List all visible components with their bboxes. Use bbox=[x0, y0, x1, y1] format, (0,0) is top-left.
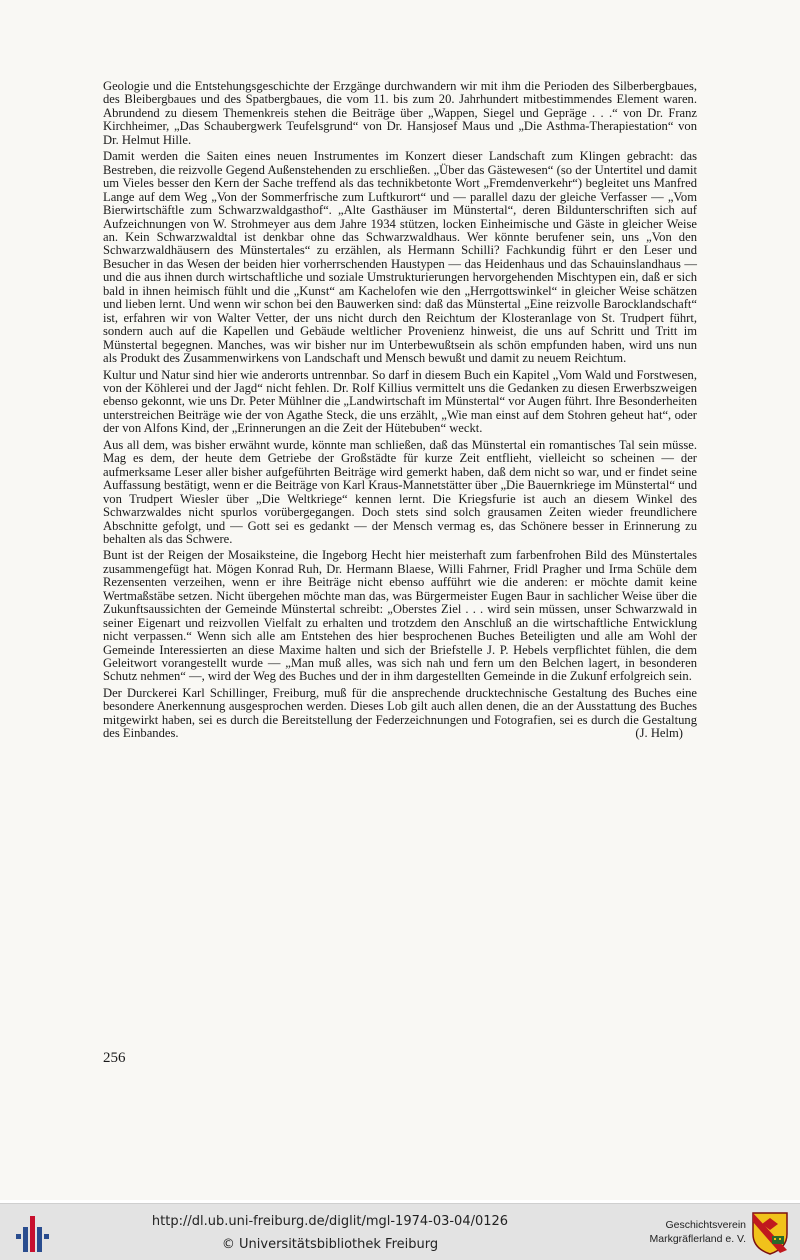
society-name-line1: Geschichtsverein bbox=[665, 1219, 746, 1231]
paragraph-4: Aus all dem, was bisher erwähnt wurde, könnte man schließen, daß das Münstertal ein romantisches Tal sein müsse. Mag es dem, der heute dem Getriebe der Großstädte für kurze Zeit entflieht, vielleicht so scheinen — der aufmerksame Leser aller bisher aufgeführten Beiträge wird gemerkt haben, daß dem nicht so war, und er findet seine Auffassung bestätigt, wenn er die Beiträge von Karl Kraus-Mannetstätter über „Die Bauernkriege im Münstertal“ und von Trudpert Wiesler über „Die Weltkriege“ kennen lernt. Die Kriegsfurie ist auch an diesem Winkel des Schwarzwaldes nicht spurlos vorübergegangen. Doch stets sind solch grausamen Zeiten wieder freundlichere Abschnitte gefolgt, und — Gott sei es gedankt — der Mensch vermag es, das Schönere besser in Erinnerung zu behalten als das Schwere. bbox=[103, 437, 697, 546]
review-text bbox=[103, 80, 697, 741]
paragraph-5: Bunt ist der Reigen der Mosaiksteine, die Ingeborg Hecht hier meisterhaft zum farbenfrohen Bild des Münstertales zusammengefügt hat. Mögen Konrad Ruh, Dr. Hermann Blaese, Willi Fahrner, Fridl Pragher und Irma Schüle dem Rezensenten verzeihen, wenn er ihre Beiträge nicht ebenso aufführt wie die anderen: er möchte damit keine Wertmaßstäbe setzen. Nicht übergehen möchte man das, was Bürgermeister Eugen Baur in sachlicher Weise über die Zukunftsaussichten der Gemeinde Münstertal schreibt: „Oberstes Ziel . . . wird sein müssen, unser Schwarzwald in seiner Eigenart und reizvollen Vielfalt zu erhalten und trotzdem den Anschluß an die wirtschaftliche Entwicklung nicht verpassen.“ Wenn sich alle am Entstehen des hier besprochenen Buches Beteiligten und alle am Wohl der Gemeinde Interessierten an diese Maxime halten und sich der Briefstelle J. P. Hebels verpflichtet fühlen, die dem Geleitwort vorangestellt wurde — „Man muß alles, was sich nah und fern um den Belchen lagert, in besonderen Schutz nehmen“ —, wird der Weg des Buches und der in ihm dargestellten Gemeinde in die Zukunf erfolgreich sein. bbox=[103, 548, 697, 684]
society-name bbox=[596, 1218, 746, 1246]
society-crest-icon bbox=[750, 1210, 790, 1256]
viewer-footer bbox=[0, 1203, 800, 1260]
paragraph-2: Damit werden die Saiten eines neuen Instrumentes im Konzert dieser Landschaft zum Klingen gebracht: das Bestreben, die reizvolle Gegend Außenstehenden zu erschließen. „Über das Gästewesen“ (so der Untertitel und damit um Vieles besser den Kern der Sache treffend als das technikbetonte Wort „Fremdenverkehr“) begleitet uns Manfred Lange auf dem Weg „Von der Sommerfrische zum Luftkurort“ und — parallel dazu der gleiche Verfasser — „Vom Bierwirtschäftle zum Schwarzwaldgasthof“. „Alte Gasthäuser im Münstertal“, deren Bildunterschriften sich auf Aufzeichnungen von W. Strohmeyer aus dem Jahre 1934 stützen, locken Einheimische und Gäste in gleicher Weise an. Kein Schwarzwaldtal ist denkbar ohne das Schwarzwaldhaus. Wer könnte berufener sein, uns „Von den Schwarzwaldhäusern des Münstertales“ zu erzählen, als Hermann Schilli? Fachkundig führt er den Leser und Besucher in das Wesen der beiden hier vorherrschenden Haustypen — das Heidenhaus und das Schauinslandhaus — und die aus ihnen durch wirtschaftliche und soziale Umstrukturierungen hervorgehenden Mischtypen ein, daß er sich bald in ihnen heimisch fühlt und die „Kunst“ am Kachelofen wie den „Herrgottswinkel“ in gleicher Weise schätzen und lieben lernt. Und wenn wir schon bei den Bauwerken sind: daß das Münstertal „Eine reizvolle Barocklandschaft“ ist, erfahren wir von Walter Vetter, der uns nicht durch den Reichtum der Klosteranlage von St. Trudpert führt, sondern auch auf die Kapellen und Gebäude weltlicher Provenienz hinweist, die uns auf Schritt und Tritt im Münstertal begegnen. Manches, was wir bisher nur im Unterbewußtsein als schön empfunden haben, wird uns nun als Produkt des Zusammenwirkens von Landschaft und Mensch bewußt und damit zu neuem Reichtum. bbox=[103, 149, 697, 366]
copyright-text: © Universitätsbibliothek Freiburg bbox=[221, 1237, 439, 1252]
page-number: 256 bbox=[103, 1050, 126, 1066]
paragraph-3: Kultur und Natur sind hier wie anderorts untrennbar. So darf in diesem Buch ein Kapitel „Vom Wald und Forstwesen, von der Köhlerei und der Jagd“ nicht fehlen. Dr. Rolf Killius vermittelt uns die Gedanken zu diesen Erwerbszweigen ebenso gekonnt, wie uns Dr. Peter Mühlner die „Landwirtschaft im Münstertal“ vor Augen führt. Ihre Besonderheiten unterstreichen Beiträge wie der von Agathe Steck, die uns erzählt, „Wie man einst auf dem Stohren geheut hat“, oder der von Alfons Kind, der „Erinnerungen an die Zeit der Hütebuben“ weckt. bbox=[103, 367, 697, 436]
paragraph-1: Geologie und die Entstehungsgeschichte der Erzgänge durchwandern wir mit ihm die Perioden des Silberbergbaues, des Bleibergbaues und des Spatbergbaues, die vom 11. bis zum 20. Jahrhundert mitbestimmendes Element waren. Abrundend zu diesem Themenkreis stehen die Beiträge über „Wappen, Siegel und Gepräge . . .“ von Dr. Franz Kirchheimer, „Das Schaubergwerk Teufelsgrund“ von Dr. Hansjosef Maus und „Die Asthma-Therapiestation“ von Dr. Helmut Hille. bbox=[103, 79, 697, 147]
author-signature: (J. Helm) bbox=[635, 726, 683, 741]
source-url-link[interactable]: http://dl.ub.uni-freiburg.de/diglit/mgl-1974-03-04/0126 bbox=[151, 1214, 509, 1229]
paragraph-6-text: Der Durckerei Karl Schillinger, Freiburg, muß für die ansprechende drucktechnische Gestaltung des Buches eine besondere Anerkennung ausgesprochen werden. Dieses Lob gilt auch allen denen, die an der Ausstattung des Buches mitgewirkt haben, sei es durch die Bereitstellung der Federzeichnungen und Fotografien, sei es durch die Gestaltung des Einbandes. bbox=[103, 685, 697, 741]
society-name-line2: Markgräflerland e. V. bbox=[649, 1233, 746, 1245]
paragraph-6 bbox=[103, 687, 697, 741]
ub-freiburg-logo-icon bbox=[14, 1212, 50, 1256]
